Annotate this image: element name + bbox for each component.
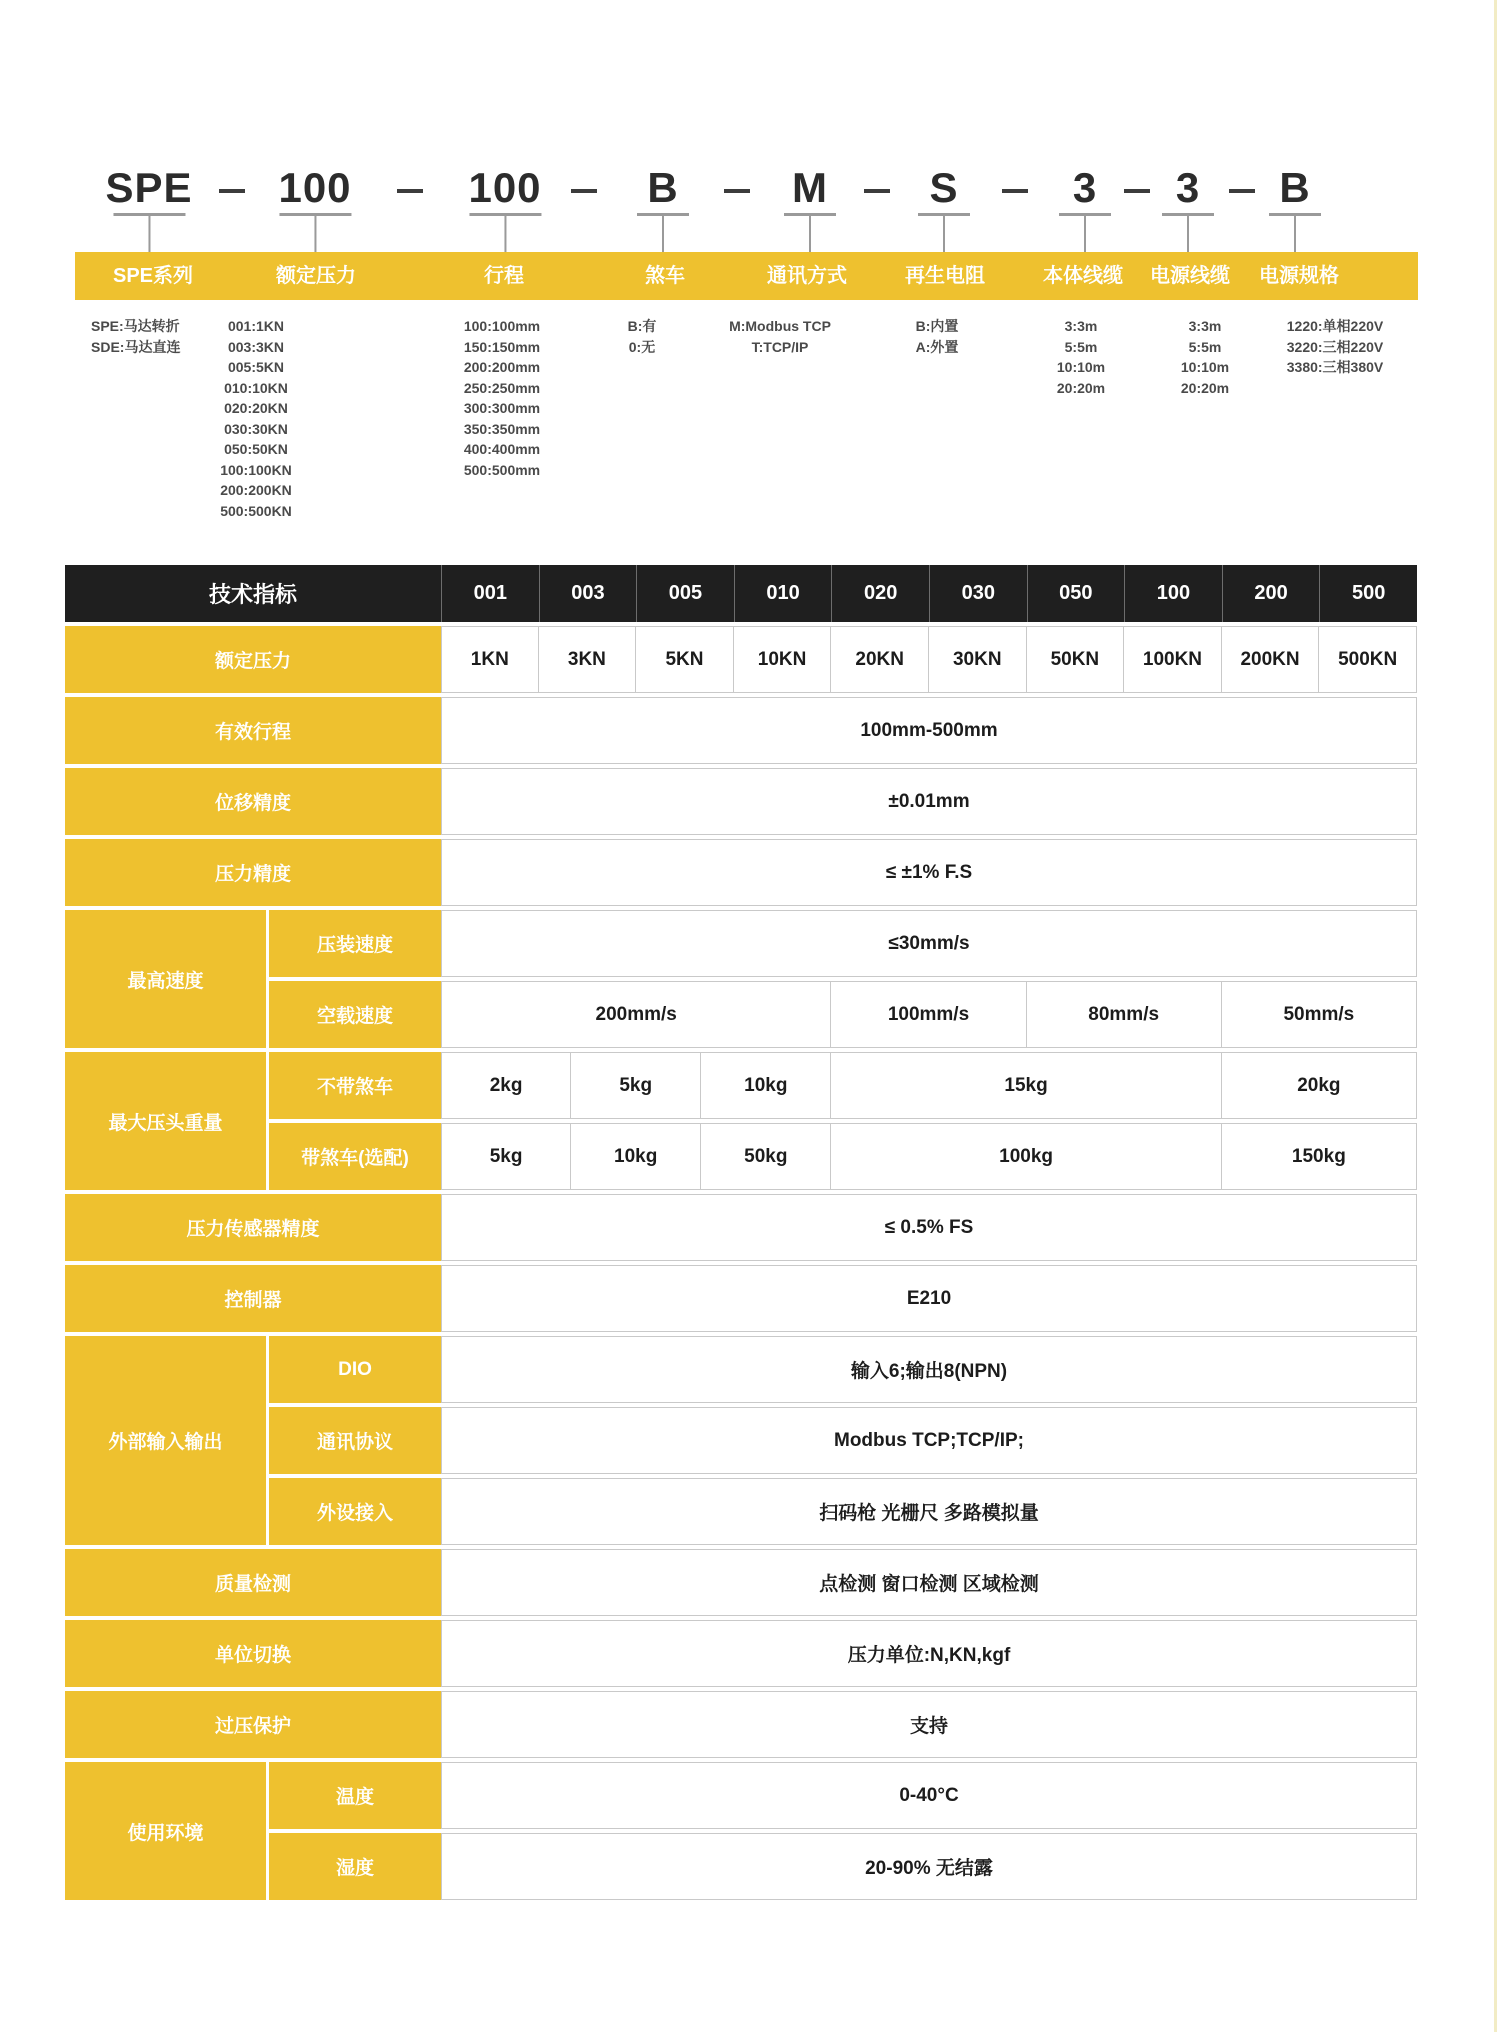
options-power-spec: [1287, 316, 1384, 378]
options-brake: [628, 316, 657, 357]
table-header: [65, 565, 1417, 622]
value-cell: 100KN: [1124, 626, 1222, 693]
value-cell: Modbus TCP;TCP/IP;: [441, 1407, 1417, 1474]
value-cell: 10KN: [734, 626, 832, 693]
sub-label: 带煞车(选配): [269, 1123, 441, 1190]
column-header: 100: [1124, 565, 1222, 622]
value-cell: 50mm/s: [1222, 981, 1417, 1048]
segment-series: [105, 164, 193, 252]
value-cell: 50KN: [1027, 626, 1125, 693]
option-item: 030:30KN: [224, 420, 288, 437]
row-noload-speed: [269, 981, 1417, 1048]
options-power-cable: [1181, 316, 1229, 398]
row-sensor-accuracy: [65, 1194, 1417, 1261]
value-cell: ≤ 0.5% FS: [441, 1194, 1417, 1261]
value-cell: 100mm/s: [831, 981, 1026, 1048]
value-cell: 0-40°C: [441, 1762, 1417, 1829]
option-item: 3380:三相380V: [1286, 359, 1384, 375]
group-environment: [65, 1762, 1417, 1900]
category-label-rated-force: 额定压力: [276, 265, 356, 287]
dash-separator: [397, 189, 423, 193]
value-cell: 20KN: [831, 626, 929, 693]
row-label: 额定压力: [65, 626, 441, 693]
column-header: 200: [1222, 565, 1320, 622]
option-item: 500:500mm: [463, 461, 541, 478]
dash-separator: [1229, 189, 1255, 193]
dash-separator: [219, 189, 245, 193]
right-accent-stripe: [1494, 0, 1497, 2032]
option-item: 003:3KN: [227, 338, 285, 355]
group-label: 外部输入输出: [65, 1336, 266, 1545]
value-cell: 200KN: [1222, 626, 1320, 693]
column-header: 010: [734, 565, 832, 622]
option-item: 10:10m: [1056, 359, 1106, 375]
connector-line: [1084, 216, 1086, 252]
options-body-cable: [1057, 316, 1105, 398]
group-label: 最高速度: [65, 910, 266, 1048]
row-without-brake: [269, 1052, 1417, 1119]
option-item: 5:5m: [1064, 338, 1098, 355]
option-item: 10:10m: [1180, 359, 1230, 375]
value-cell: 150kg: [1222, 1123, 1417, 1190]
option-item: 20:20m: [1180, 379, 1230, 396]
table-header-title: 技术指标: [208, 582, 297, 607]
connector-line: [1187, 216, 1189, 252]
connector-line: [148, 216, 150, 252]
value-cell: 80mm/s: [1027, 981, 1222, 1048]
option-item: 020:20KN: [224, 400, 288, 416]
option-item: 3220:三相220V: [1286, 338, 1384, 355]
model-code-text: 100: [278, 164, 352, 211]
option-item: 400:400mm: [463, 441, 541, 457]
column-header: 005: [636, 565, 734, 622]
option-item: 350:350mm: [463, 420, 541, 437]
group-label: 使用环境: [65, 1762, 266, 1900]
segment-stroke: [468, 164, 542, 252]
value-cell: 10kg: [701, 1052, 831, 1119]
connector-line: [809, 216, 811, 252]
model-code-text: SPE: [105, 164, 193, 211]
dash-separator: [1002, 189, 1028, 193]
column-header: 001: [441, 565, 539, 622]
row-press-speed: [269, 910, 1417, 977]
value-cell: 5kg: [571, 1052, 701, 1119]
option-item: 150:150mm: [463, 338, 541, 355]
model-code-text: 100: [468, 164, 542, 211]
options-communication: [729, 316, 831, 357]
option-item: 0:无: [628, 338, 656, 355]
row-label: 控制器: [65, 1265, 441, 1332]
option-item: 100:100mm: [463, 318, 541, 334]
sub-label: DIO: [269, 1336, 441, 1403]
value-cell: 50kg: [701, 1123, 831, 1190]
value-cell: 5KN: [636, 626, 734, 693]
category-label-body-cable: 本体线缆: [1043, 265, 1123, 287]
row-label: 过压保护: [65, 1691, 441, 1758]
option-item: 200:200mm: [463, 359, 541, 375]
option-item: SDE:马达直连: [91, 338, 181, 355]
row-protocol: [269, 1407, 1417, 1474]
group-external-io: [65, 1336, 1417, 1545]
segment-brake: [637, 164, 689, 252]
options-rated-force: [220, 316, 292, 521]
options-regen: [916, 316, 959, 357]
row-peripherals: [269, 1478, 1417, 1545]
value-cell: 20-90% 无结露: [441, 1833, 1417, 1900]
value-cell: 30KN: [929, 626, 1027, 693]
segment-rated-force: [278, 164, 352, 252]
value-cell: 点检测 窗口检测 区域检测: [441, 1549, 1417, 1616]
segment-power-cable: [1162, 164, 1214, 252]
option-item: 010:10KN: [224, 379, 288, 396]
column-header: 030: [929, 565, 1027, 622]
sub-label: 压装速度: [269, 910, 441, 977]
model-code-text: 3: [1072, 164, 1098, 211]
sub-label: 通讯协议: [269, 1407, 441, 1474]
row-rated-force: [65, 626, 1417, 693]
value-cell: 15kg: [831, 1052, 1221, 1119]
sub-label: 外设接入: [269, 1478, 441, 1545]
sub-label: 湿度: [269, 1833, 441, 1900]
value-cell: 1KN: [441, 626, 539, 693]
value-cell: E210: [441, 1265, 1417, 1332]
row-controller: [65, 1265, 1417, 1332]
category-label-brake: 煞车: [645, 265, 685, 287]
option-item: B:内置: [915, 318, 959, 334]
category-label-power-spec: 电源规格: [1259, 265, 1339, 287]
row-label: 单位切换: [65, 1620, 441, 1687]
row-label: 压力传感器精度: [65, 1194, 441, 1261]
connector-line: [1294, 216, 1296, 252]
row-label: 质量检测: [65, 1549, 441, 1616]
connector-line: [943, 216, 945, 252]
value-cell: 200mm/s: [441, 981, 831, 1048]
options-series: [91, 316, 180, 357]
value-cell: ±0.01mm: [441, 768, 1417, 835]
option-item: A:外置: [915, 338, 959, 355]
row-stroke: [65, 697, 1417, 764]
value-cell: ≤30mm/s: [441, 910, 1417, 977]
option-item: SPE:马达转折: [91, 318, 180, 334]
option-item: 001:1KN: [227, 318, 285, 334]
value-cell: 压力单位:N,KN,kgf: [441, 1620, 1417, 1687]
value-cell: 10kg: [571, 1123, 701, 1190]
value-cell: ≤ ±1% F.S: [441, 839, 1417, 906]
column-header: 500: [1319, 565, 1417, 622]
row-label: 压力精度: [65, 839, 441, 906]
option-item: 500:500KN: [220, 502, 292, 519]
category-label-regen: 再生电阻: [905, 265, 985, 287]
option-item: M:Modbus TCP: [729, 318, 831, 334]
group-max-speed: [65, 910, 1417, 1048]
category-label-stroke: 行程: [484, 265, 524, 287]
dash-separator: [1124, 189, 1150, 193]
value-cell: 100mm-500mm: [441, 697, 1417, 764]
segment-regen-resistor: [918, 164, 970, 252]
model-code-text: B: [647, 164, 679, 211]
dash-separator: [864, 189, 890, 193]
category-label-power-cable: 电源线缆: [1150, 265, 1230, 287]
sub-label: 空载速度: [269, 981, 441, 1048]
segment-power-spec: [1269, 164, 1321, 252]
row-temperature: [269, 1762, 1417, 1829]
sub-label: 不带煞车: [269, 1052, 441, 1119]
row-quality-check: [65, 1549, 1417, 1616]
spec-table: [65, 565, 1417, 1900]
column-header: 020: [831, 565, 929, 622]
dash-separator: [724, 189, 750, 193]
value-cell: 3KN: [539, 626, 637, 693]
segment-body-cable: [1059, 164, 1111, 252]
option-item: 3:3m: [1188, 318, 1222, 334]
row-humidity: [269, 1833, 1417, 1900]
connector-line: [662, 216, 664, 252]
row-force-accuracy: [65, 839, 1417, 906]
connector-line: [504, 216, 506, 252]
row-label: 位移精度: [65, 768, 441, 835]
value-cell: 5kg: [441, 1123, 571, 1190]
column-header: 050: [1027, 565, 1125, 622]
group-label: 最大压头重量: [65, 1052, 266, 1190]
option-item: 200:200KN: [220, 482, 292, 498]
value-cell: 输入6;输出8(NPN): [441, 1336, 1417, 1403]
category-label-communication: 通讯方式: [767, 265, 847, 287]
row-unit-switch: [65, 1620, 1417, 1687]
row-overpressure: [65, 1691, 1417, 1758]
value-cell: 2kg: [441, 1052, 571, 1119]
value-cell: 支持: [441, 1691, 1417, 1758]
option-item: 050:50KN: [224, 441, 288, 457]
value-cell: 100kg: [831, 1123, 1221, 1190]
segment-communication: [784, 164, 836, 252]
connector-line: [314, 216, 316, 252]
option-item: 5:5m: [1188, 338, 1222, 355]
model-code-text: 3: [1175, 164, 1201, 211]
row-dio: [269, 1336, 1417, 1403]
group-max-head-weight: [65, 1052, 1417, 1190]
sub-label: 温度: [269, 1762, 441, 1829]
option-item: 100:100KN: [220, 461, 292, 478]
option-item: 20:20m: [1056, 379, 1106, 396]
value-cell: 20kg: [1222, 1052, 1417, 1119]
option-item: 3:3m: [1064, 318, 1098, 334]
model-code-text: B: [1279, 164, 1311, 211]
option-item: 300:300mm: [463, 400, 541, 416]
row-position-accuracy: [65, 768, 1417, 835]
column-header: 003: [539, 565, 637, 622]
option-item: 1220:单相220V: [1286, 318, 1384, 334]
option-item: B:有: [627, 318, 657, 334]
option-item: 005:5KN: [227, 359, 285, 375]
category-label-series: SPE系列: [112, 265, 194, 287]
model-code-text: M: [792, 164, 828, 211]
options-stroke: [464, 316, 540, 480]
dash-separator: [571, 189, 597, 193]
value-cell: 扫码枪 光栅尺 多路模拟量: [441, 1478, 1417, 1545]
option-item: T:TCP/IP: [751, 338, 809, 355]
model-code-text: S: [929, 164, 959, 211]
row-with-brake: [269, 1123, 1417, 1190]
value-cell: 500KN: [1319, 626, 1417, 693]
option-item: 250:250mm: [463, 379, 541, 396]
row-label: 有效行程: [65, 697, 441, 764]
